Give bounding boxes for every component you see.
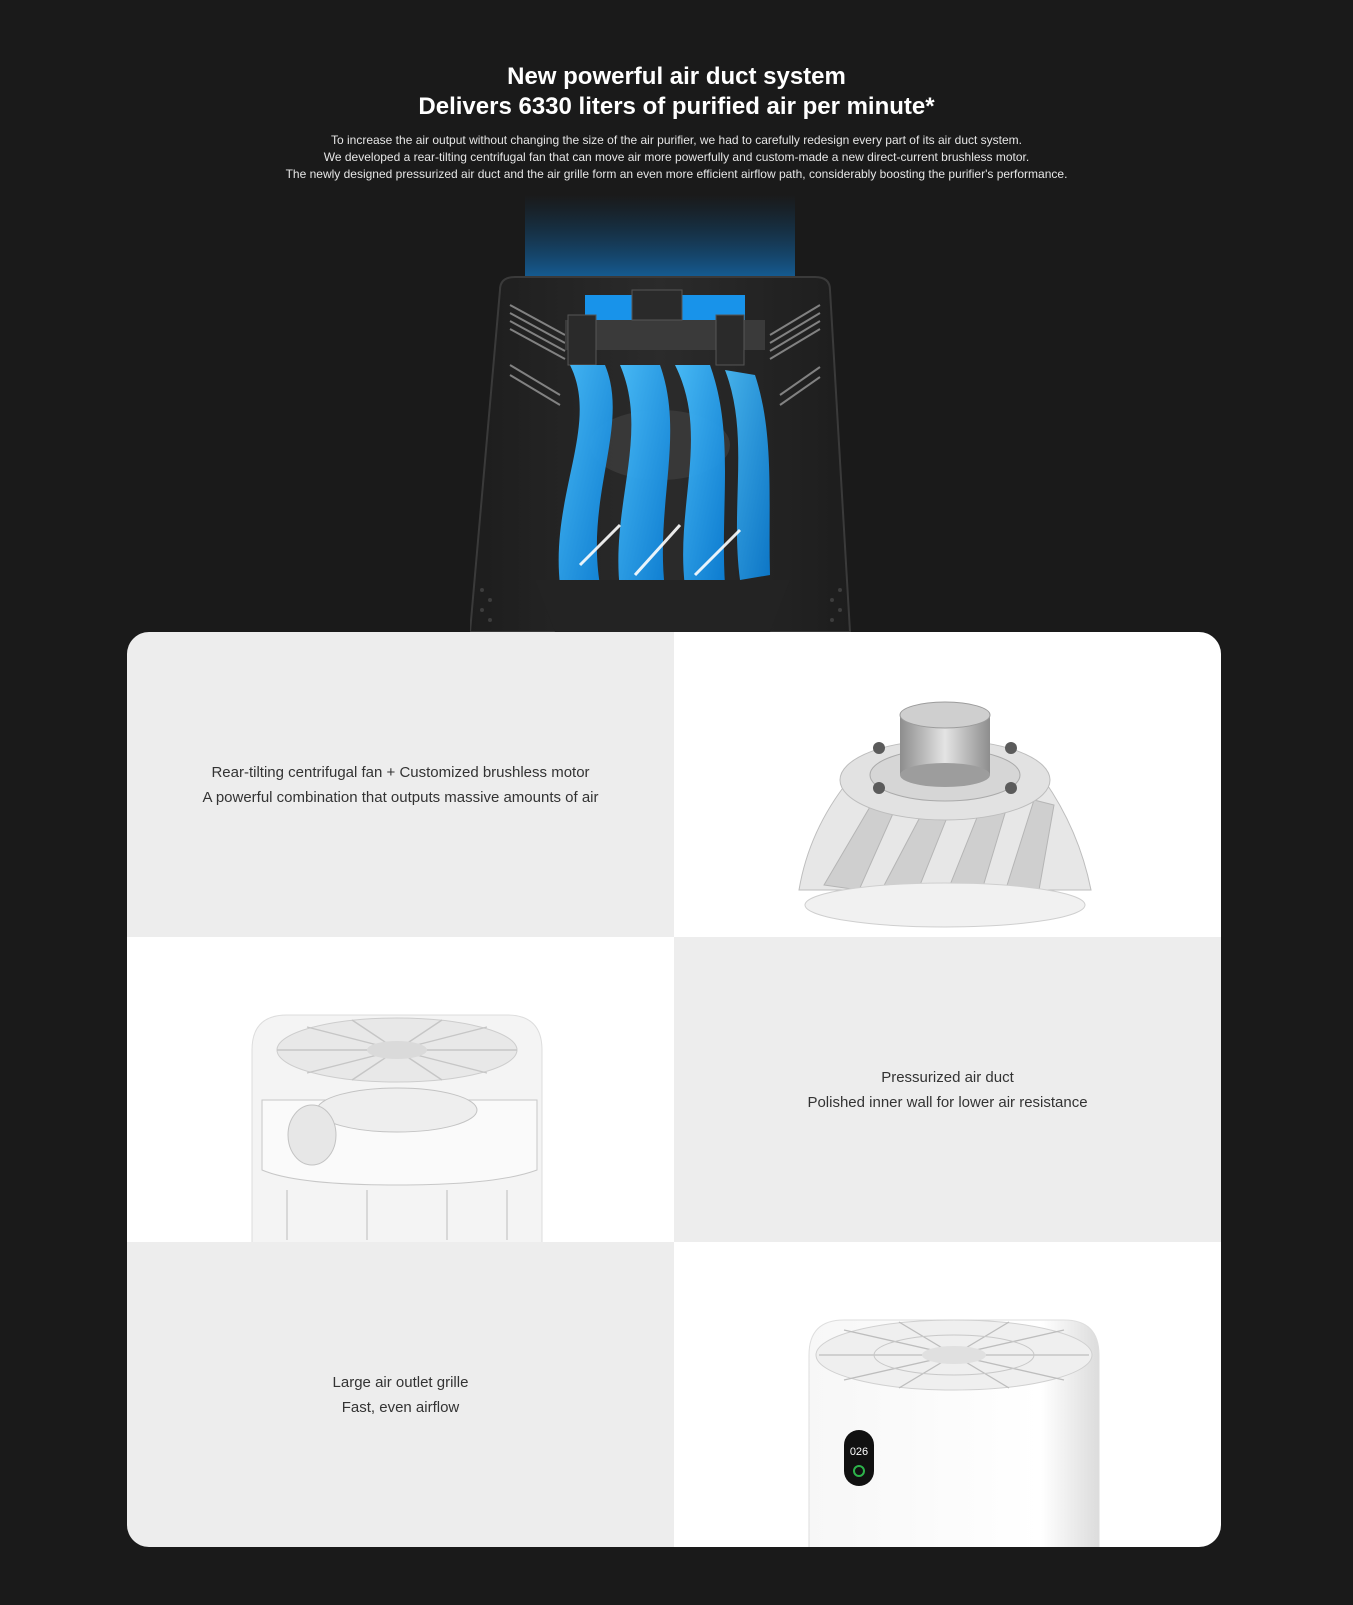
feature-duct-line1: Pressurized air duct: [881, 1068, 1014, 1086]
feature-duct-line2: Polished inner wall for lower air resistance: [807, 1093, 1088, 1111]
feature-fan-image-panel: [674, 632, 1221, 937]
feature-fan-text-panel: [127, 632, 674, 937]
feature-fan-line2: A powerful combination that outputs massive amounts of air: [202, 788, 599, 806]
hero-description-line: We developed a rear-tilting centrifugal fan that can move air more powerfully and custom-made a new direct-current brushless motor.: [323, 150, 1030, 164]
hero-description: [0, 132, 1353, 183]
feature-grille-line2: Fast, even airflow: [341, 1398, 460, 1416]
feature-grille-text-panel: [127, 1242, 674, 1547]
display-reading: 026: [849, 1446, 869, 1458]
hero-description-line: The newly designed pressurized air duct and the air grille form an even more efficient airflow path, considerably boosting the purifier's performance.: [285, 167, 1068, 181]
hero-title: [0, 62, 1353, 122]
hero-title-line2: Delivers 6330 liters of purified air per minute*: [418, 93, 935, 120]
air-duct-cutaway-image: [470, 195, 870, 632]
feature-grille-line1: Large air outlet grille: [332, 1373, 469, 1391]
pressurized-duct-image: [247, 1005, 547, 1242]
feature-grid: [127, 632, 1221, 1547]
hero-description-line: To increase the air output without changing the size of the air purifier, we had to carefully redesign every part of its air duct system.: [330, 133, 1023, 147]
feature-duct-image-panel: [127, 937, 674, 1242]
hero-title-line1: New powerful air duct system: [507, 63, 846, 90]
air-purifier-image: [804, 1310, 1104, 1547]
feature-duct-text-panel: [674, 937, 1221, 1242]
hero-section: [0, 0, 1353, 632]
feature-grille-image-panel: [674, 1242, 1221, 1547]
feature-fan-line1: Rear-tilting centrifugal fan + Customized brushless motor: [211, 763, 590, 781]
centrifugal-fan-image: [779, 690, 1109, 937]
